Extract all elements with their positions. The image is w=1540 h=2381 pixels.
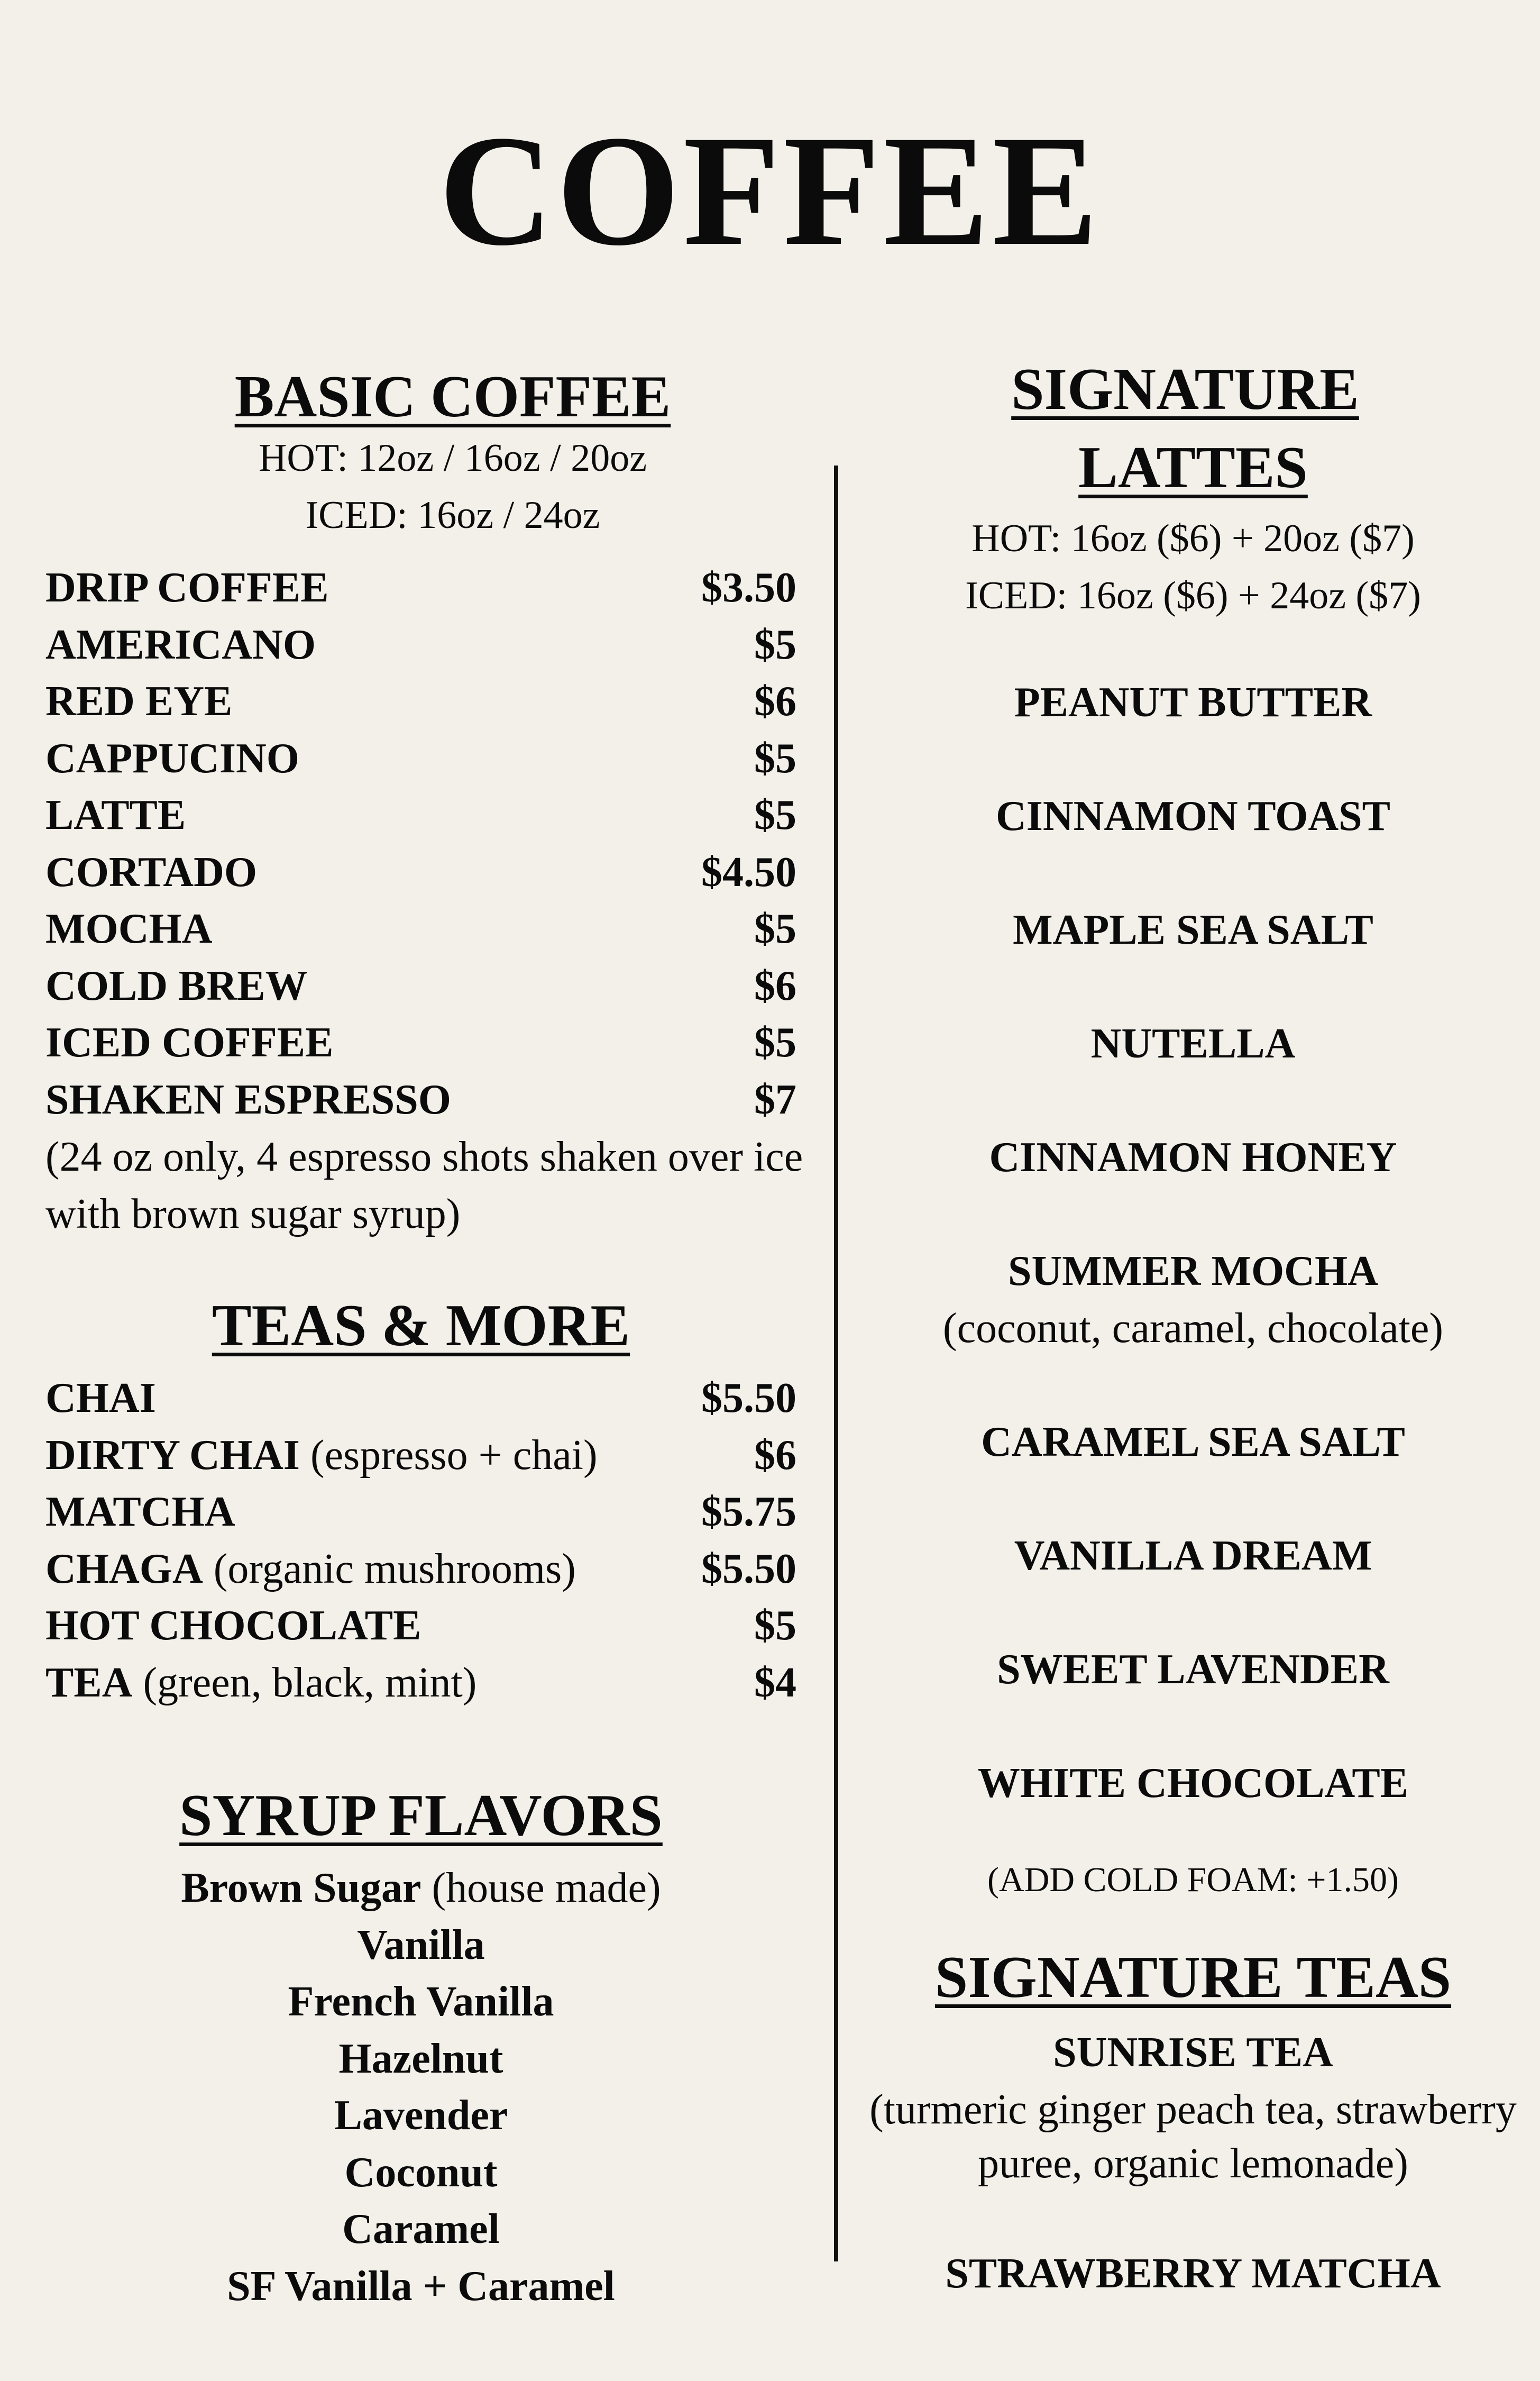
item-name: RED EYE bbox=[45, 678, 233, 725]
item-name: DIRTY CHAI bbox=[45, 1431, 300, 1479]
latte-item: VANILLA DREAM bbox=[1014, 1532, 1372, 1579]
tea-item: STRAWBERRY MATCHA bbox=[945, 2250, 1441, 2297]
syrup-name: Coconut bbox=[344, 2149, 498, 2196]
latte-item: SUMMER MOCHA bbox=[1008, 1248, 1378, 1294]
item-name: DRIP COFFEE bbox=[45, 564, 329, 611]
item-name: HOT CHOCOLATE bbox=[45, 1602, 421, 1649]
basic-coffee-hot-sizes: HOT: 12oz / 16oz / 20oz bbox=[258, 436, 647, 480]
item-name: CAPPUCINO bbox=[45, 735, 299, 782]
item-price: $5.75 bbox=[701, 1489, 796, 1535]
syrup-flavors-list bbox=[45, 1860, 796, 2315]
basic-coffee-iced-sizes: ICED: 16oz / 24oz bbox=[305, 494, 600, 537]
list-item bbox=[45, 1917, 796, 1974]
item-price: $4.50 bbox=[701, 849, 796, 896]
latte-item: WHITE CHOCOLATE bbox=[977, 1760, 1409, 1807]
tea-item-note-line1: (turmeric ginger peach tea, strawberry bbox=[869, 2086, 1517, 2133]
item-name: COLD BREW bbox=[45, 962, 308, 1009]
signature-lattes-title-line2: LATTES bbox=[1078, 435, 1308, 500]
list-item bbox=[45, 1427, 796, 1484]
syrup-name: Vanilla bbox=[357, 1921, 485, 1968]
basic-coffee-title: BASIC COFFEE bbox=[234, 364, 671, 430]
item-price: $5 bbox=[754, 1602, 796, 1649]
list-item bbox=[45, 1860, 796, 1917]
item-price: $7 bbox=[754, 1076, 796, 1123]
list-item bbox=[45, 1072, 796, 1129]
list-item bbox=[45, 1655, 796, 1712]
list-item bbox=[45, 2031, 796, 2088]
syrup-name: Caramel bbox=[342, 2206, 500, 2252]
list-item bbox=[45, 2258, 796, 2315]
list-item bbox=[45, 1370, 796, 1427]
list-item bbox=[45, 1484, 796, 1541]
menu-title: COFFEE bbox=[438, 103, 1102, 278]
item-price: $5 bbox=[754, 735, 796, 782]
item-price: $5 bbox=[754, 1019, 796, 1066]
item-name: CHAI bbox=[45, 1375, 156, 1421]
list-item bbox=[45, 2087, 796, 2145]
list-item bbox=[45, 673, 796, 731]
item-note: (green, black, mint) bbox=[132, 1659, 477, 1706]
item-price: $4 bbox=[754, 1659, 796, 1706]
item-price: $6 bbox=[754, 678, 796, 725]
item-name: TEA bbox=[45, 1659, 133, 1706]
item-name: AMERICANO bbox=[45, 621, 316, 668]
syrup-flavors-title: SYRUP FLAVORS bbox=[179, 1783, 663, 1848]
item-price: $5.50 bbox=[701, 1545, 796, 1592]
item-name: CHAGA bbox=[45, 1545, 203, 1592]
item-price: $5.50 bbox=[701, 1375, 796, 1421]
teas-more-title: TEAS & MORE bbox=[212, 1293, 630, 1358]
item-note: (espresso + chai) bbox=[299, 1431, 598, 1479]
signature-lattes-list bbox=[846, 0, 1540, 2381]
item-name: MOCHA bbox=[45, 906, 213, 952]
item-name: SHAKEN ESPRESSO bbox=[45, 1076, 451, 1123]
list-item bbox=[45, 2201, 796, 2258]
latte-item: NUTELLA bbox=[1090, 1020, 1296, 1067]
item-name: ICED COFFEE bbox=[45, 1019, 334, 1066]
tea-item-note-line2: puree, organic lemonade) bbox=[978, 2140, 1408, 2187]
item-price: $6 bbox=[754, 1431, 796, 1479]
syrup-name: French Vanilla bbox=[288, 1978, 554, 2025]
tea-item: SUNRISE TEA bbox=[1053, 2029, 1333, 2076]
basic-coffee-header bbox=[45, 360, 860, 544]
list-item bbox=[45, 2145, 796, 2202]
list-item bbox=[45, 958, 796, 1015]
item-price: $6 bbox=[754, 962, 796, 1009]
signature-lattes-title-line1: SIGNATURE bbox=[1011, 357, 1359, 422]
syrup-name: SF Vanilla + Caramel bbox=[227, 2263, 615, 2310]
item-price: $5 bbox=[754, 621, 796, 668]
signature-lattes-hot-sizes: HOT: 16oz ($6) + 20oz ($7) bbox=[971, 517, 1415, 560]
syrup-name: Brown Sugar bbox=[181, 1865, 421, 1911]
signature-lattes-iced-sizes: ICED: 16oz ($6) + 24oz ($7) bbox=[965, 574, 1421, 617]
item-price: $5 bbox=[754, 906, 796, 952]
latte-item: CINNAMON HONEY bbox=[989, 1134, 1397, 1181]
list-item bbox=[45, 1974, 796, 2031]
item-note: (organic mushrooms) bbox=[203, 1545, 576, 1592]
item-price: $3.50 bbox=[701, 564, 796, 611]
list-item bbox=[45, 1015, 796, 1072]
list-item bbox=[45, 731, 796, 788]
column-divider bbox=[834, 466, 838, 2261]
basic-coffee-list bbox=[45, 560, 803, 1243]
cold-foam-addon: (ADD COLD FOAM: +1.50) bbox=[987, 1860, 1399, 1899]
latte-item-note: (coconut, caramel, chocolate) bbox=[942, 1305, 1444, 1352]
shaken-espresso-note: (24 oz only, 4 espresso shots shaken over ice with brown sugar syrup) bbox=[45, 1134, 803, 1237]
syrup-name: Hazelnut bbox=[338, 2035, 503, 2082]
latte-item: SWEET LAVENDER bbox=[997, 1646, 1389, 1693]
item-name: CORTADO bbox=[45, 849, 258, 896]
list-item bbox=[45, 560, 796, 617]
latte-item: CARAMEL SEA SALT bbox=[981, 1419, 1405, 1465]
list-item bbox=[45, 1598, 796, 1655]
item-name: LATTE bbox=[45, 792, 186, 838]
item-name: MATCHA bbox=[45, 1489, 235, 1535]
list-item bbox=[45, 844, 796, 901]
latte-item: MAPLE SEA SALT bbox=[1013, 907, 1373, 953]
teas-more-list bbox=[45, 1370, 796, 1711]
list-item bbox=[45, 1541, 796, 1598]
latte-item: PEANUT BUTTER bbox=[1014, 679, 1372, 726]
list-item bbox=[45, 787, 796, 844]
syrup-note: (house made) bbox=[421, 1865, 661, 1911]
latte-item: CINNAMON TOAST bbox=[995, 793, 1391, 840]
list-item bbox=[45, 617, 796, 674]
syrup-name: Lavender bbox=[334, 2092, 508, 2139]
item-price: $5 bbox=[754, 792, 796, 838]
list-item bbox=[45, 901, 796, 958]
signature-teas-title: SIGNATURE TEAS bbox=[934, 1945, 1452, 2010]
